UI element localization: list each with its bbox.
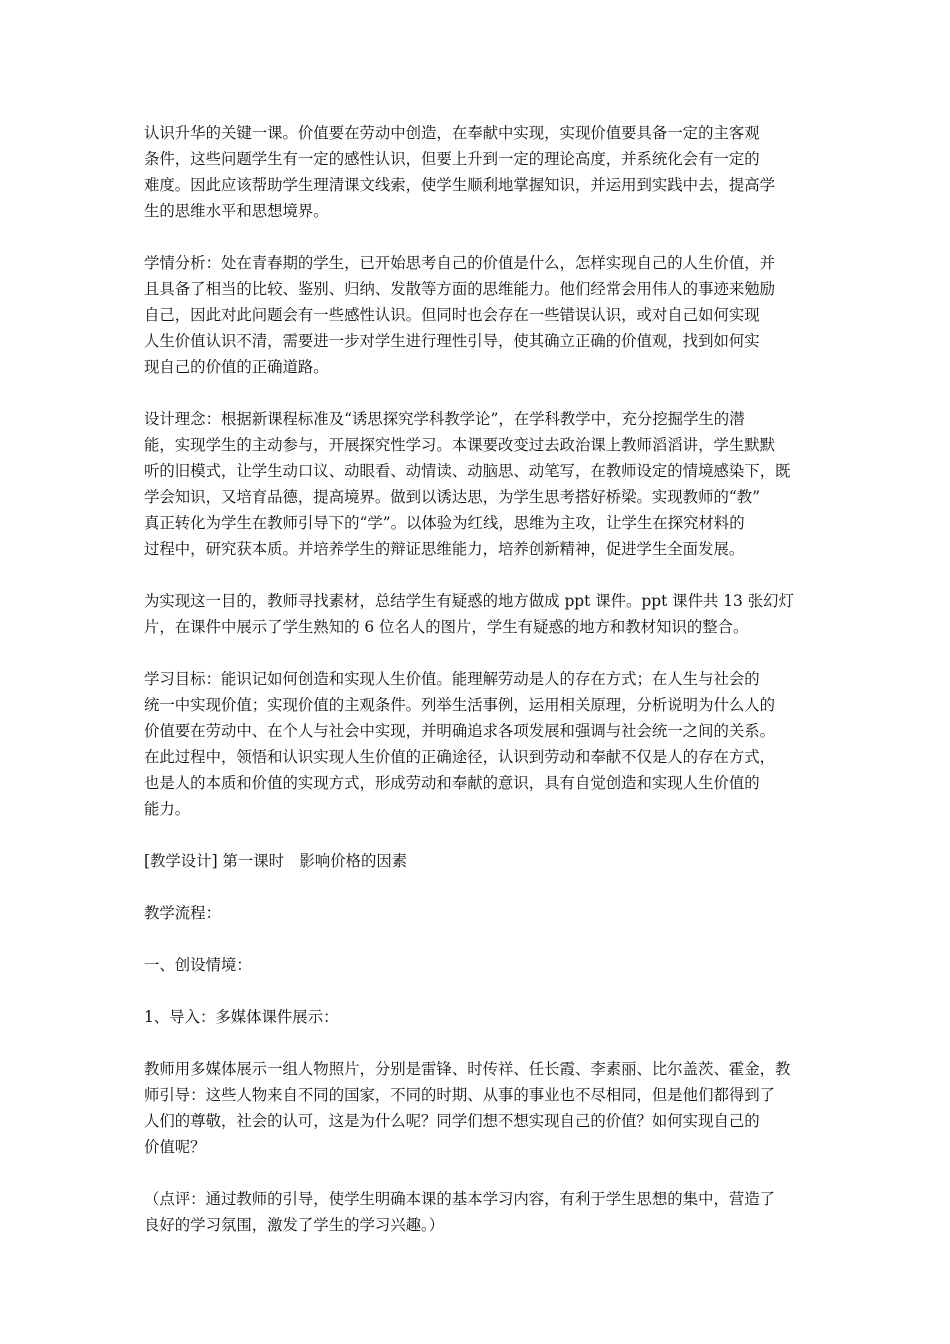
paragraph-commentary (144, 1186, 816, 1238)
text-line: 能，实现学生的主动参与，开展探究性学习。本课要改变过去政治课上教师滔滔讲，学生默默 (144, 436, 776, 454)
text-line: （点评：通过教师的引导，使学生明确本课的基本学习内容，有利于学生思想的集中，营造了 (144, 1190, 776, 1208)
text-line: 在此过程中，领悟和认识实现人生价值的正确途径，认识到劳动和奉献不仅是人的存在方式， (144, 748, 776, 766)
text-line: 也是人的本质和价值的实现方式，形成劳动和奉献的意识，具有自觉创造和实现人生价值的 (144, 774, 760, 792)
text-line: 能力。 (144, 800, 191, 818)
text-line: 学习目标：能识记如何创造和实现人生价值。能理解劳动是人的存在方式；在人生与社会的 (144, 670, 760, 688)
text-line: 真正转化为学生在教师引导下的“学”。以体验为红线，思维为主攻，让学生在探究材料的 (144, 514, 745, 532)
document-body (144, 120, 816, 1264)
text-line: 自己，因此对此问题会有一些感性认识。但同时也会存在一些错误认识，或对自己如何实现 (144, 306, 760, 324)
text-line: 且具备了相当的比较、鉴别、归纳、发散等方面的思维能力。他们经常会用伟人的事迹来勉励 (144, 280, 776, 298)
text-line: 1、导入：多媒体课件展示： (144, 1008, 339, 1026)
text-line: 统一中实现价值；实现价值的主观条件。列举生活事例，运用相关原理，分析说明为什么人的 (144, 696, 776, 714)
text-line: 生的思维水平和思想境界。 (144, 202, 329, 220)
text-line: 教师用多媒体展示一组人物照片，分别是雷锋、时传祥、任长霞、李素丽、比尔盖茨、霍金，教 (144, 1060, 791, 1078)
paragraph-course-importance (144, 120, 816, 224)
text-line: 听的旧模式，让学生动口议、动眼看、动情读、动脑思、动笔写，在教师设定的情境感染下，既 (144, 462, 791, 480)
paragraph-learning-goals (144, 666, 816, 822)
paragraph-multimedia-display (144, 1056, 816, 1160)
text-line: 为实现这一目的，教师寻找素材，总结学生有疑惑的地方做成 ppt 课件。ppt 课件共 13 张幻灯 (144, 592, 794, 610)
paragraph-design-concept (144, 406, 816, 562)
text-line: 价值呢？ (144, 1138, 206, 1156)
section-heading-teaching-flow (144, 900, 816, 926)
text-line: 师引导：这些人物来自不同的国家，不同的时期、从事的事业也不尽相同，但是他们都得到了 (144, 1086, 776, 1104)
section-heading-create-scenario (144, 952, 816, 978)
text-line: 设计理念：根据新课程标准及“诱思探究学科教学论”，在学科教学中，充分挖掘学生的潜 (144, 410, 745, 428)
text-line: 认识升华的关键一课。价值要在劳动中创造，在奉献中实现，实现价值要具备一定的主客观 (144, 124, 760, 142)
text-line: 条件，这些问题学生有一定的感性认识，但要上升到一定的理论高度，并系统化会有一定的 (144, 150, 760, 168)
text-line: 人生价值认识不清，需要进一步对学生进行理性引导，使其确立正确的价值观，找到如何实 (144, 332, 760, 350)
text-line: 过程中，研究获本质。并培养学生的辩证思维能力，培养创新精神，促进学生全面发展。 (144, 540, 745, 558)
section-heading-teaching-design (144, 848, 816, 874)
text-line: [教学设计] 第一课时 影响价格的因素 (144, 852, 408, 870)
text-line: 学会知识，又培育品德，提高境界。做到以诱达思，为学生思考搭好桥梁。实现教师的“教” (144, 488, 760, 506)
text-line: 一、创设情境： (144, 956, 252, 974)
text-line: 人们的尊敬，社会的认可，这是为什么呢？同学们想不想实现自己的价值？如何实现自己的 (144, 1112, 760, 1130)
paragraph-student-analysis (144, 250, 816, 380)
text-line: 片，在课件中展示了学生熟知的 6 位名人的图片，学生有疑惑的地方和教材知识的整合。 (144, 618, 749, 636)
text-line: 现自己的价值的正确道路。 (144, 358, 329, 376)
text-line: 良好的学习氛围，激发了学生的学习兴趣。） (144, 1216, 445, 1234)
text-line: 教学流程： (144, 904, 221, 922)
text-line: 价值要在劳动中、在个人与社会中实现，并明确追求各项发展和强调与社会统一之间的关系。 (144, 722, 776, 740)
paragraph-courseware (144, 588, 816, 640)
text-line: 难度。因此应该帮助学生理清课文线索，使学生顺利地掌握知识，并运用到实践中去，提高学 (144, 176, 776, 194)
section-heading-introduction (144, 1004, 816, 1030)
text-line: 学情分析：处在青春期的学生，已开始思考自己的价值是什么，怎样实现自己的人生价值，并 (144, 254, 776, 272)
